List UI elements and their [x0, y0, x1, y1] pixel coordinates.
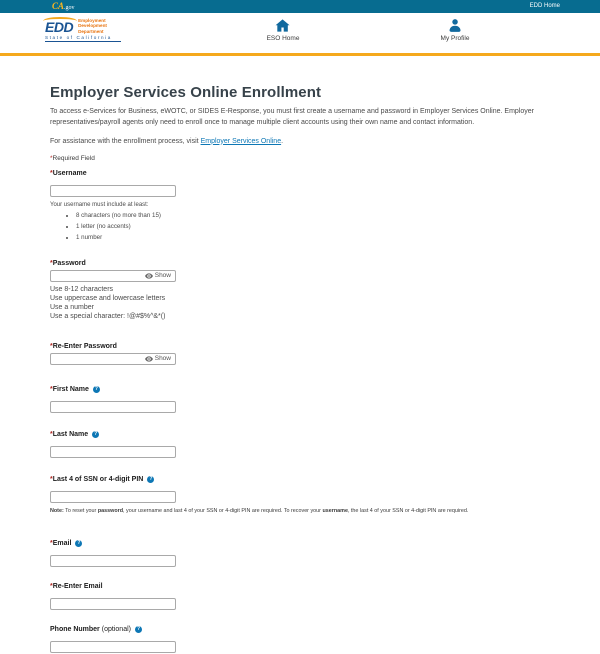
- required-marker: *: [50, 154, 53, 162]
- username-requirement-item: • 8 characters (no more than 15): [76, 212, 550, 219]
- last-name-input[interactable]: [50, 446, 176, 458]
- eye-icon: [145, 273, 153, 279]
- reenter-password-input-group: [50, 353, 176, 365]
- username-requirement-item: • 1 letter (no accents): [76, 223, 550, 230]
- password-field-group: [50, 260, 550, 322]
- intro-paragraph: To access e-Services for Business, eWOTC, or SIDES E-Response, you must first create a username and password in Employer Services Online. Employer representatives/payroll agents only need to enroll once to manage multiple client accounts using their own name and contact information.: [50, 108, 534, 126]
- ssn-pin-field-group: [50, 476, 550, 514]
- assistance-paragraph: [50, 138, 550, 145]
- required-field-note: [50, 155, 550, 162]
- main-content: [0, 59, 600, 654]
- reenter-password-show-button[interactable]: [141, 354, 175, 364]
- reenter-email-field-group: [50, 583, 550, 611]
- nav-my-profile[interactable]: [441, 19, 470, 42]
- required-note-text: Required Field: [52, 154, 95, 162]
- phone-field-group: [50, 626, 550, 654]
- password-rules: [50, 285, 550, 322]
- username-input[interactable]: [50, 185, 176, 197]
- show-button-label: Show: [154, 355, 171, 363]
- required-marker: *: [50, 259, 53, 267]
- required-marker: *: [50, 385, 53, 393]
- email-input[interactable]: [50, 555, 176, 567]
- username-hint: Your username must include at least:: [50, 201, 149, 208]
- reenter-password-field-group: [50, 343, 550, 365]
- assistance-period: .: [281, 137, 284, 145]
- phone-label: Phone Number (optional) ?: [50, 625, 141, 633]
- required-marker: *: [50, 475, 53, 483]
- show-button-label: Show: [154, 272, 171, 280]
- phone-input[interactable]: [50, 641, 176, 653]
- edd-logo[interactable]: [45, 17, 121, 42]
- first-name-label: * First Name ?: [50, 385, 98, 393]
- password-rule: Use 8-12 characters: [50, 285, 114, 293]
- home-icon: [267, 19, 300, 33]
- page-title: Employer Services Online Enrollment: [50, 84, 322, 101]
- first-name-input[interactable]: [50, 401, 176, 413]
- password-rule: Use a special character: !@#$%^&*(): [50, 313, 166, 321]
- required-marker: *: [50, 582, 53, 590]
- ca-gov-logo[interactable]: [52, 0, 75, 13]
- password-label: * Password: [50, 259, 86, 267]
- password-input[interactable]: [51, 271, 141, 281]
- nav-eso-home-label: ESO Home: [266, 35, 300, 42]
- help-icon[interactable]: ?: [94, 431, 98, 438]
- first-name-field-group: [50, 386, 550, 414]
- reenter-password-input[interactable]: [51, 354, 141, 364]
- email-field-group: [50, 540, 550, 568]
- edd-home-link[interactable]: EDD Home: [529, 3, 560, 9]
- edd-logo-words: Employment Development Department: [78, 18, 107, 34]
- password-rule: Use a number: [50, 304, 94, 312]
- ssn-pin-label: * Last 4 of SSN or 4-digit PIN ?: [50, 475, 153, 483]
- person-icon: [441, 19, 470, 33]
- site-header: [0, 13, 600, 56]
- utility-bar: [0, 0, 600, 13]
- edd-logo-acronym: EDD: [45, 17, 75, 34]
- assistance-text: For assistance with the enrollment process, visit: [50, 137, 201, 145]
- help-icon[interactable]: ?: [77, 540, 81, 547]
- help-icon[interactable]: ?: [136, 626, 141, 633]
- ca-gov-logo-suffix: .gov: [64, 5, 75, 11]
- edd-logo-swoosh: [43, 17, 77, 21]
- reenter-email-label: * Re-Enter Email: [50, 582, 103, 590]
- password-show-button[interactable]: [141, 271, 175, 281]
- required-marker: *: [50, 342, 53, 350]
- ca-gov-logo-text: CA: [52, 1, 65, 11]
- username-label: * Username: [50, 169, 87, 177]
- username-requirement-item: • 1 number: [76, 234, 550, 241]
- username-requirements-list: [50, 212, 550, 241]
- employer-services-online-link[interactable]: Employer Services Online: [200, 137, 282, 145]
- ssn-pin-note: Note: To reset your password, your username and last 4 of your SSN or 4-digit PIN are required. To recover your username, the last 4 of your SSN or 4-digit PIN are required.: [50, 507, 469, 514]
- eye-icon: [145, 356, 153, 362]
- username-field-group: [50, 170, 550, 241]
- help-icon[interactable]: ?: [149, 476, 153, 483]
- last-name-field-group: [50, 431, 550, 459]
- edd-logo-state: State of California: [45, 35, 121, 42]
- email-label: * Email ?: [50, 539, 81, 547]
- last-name-label: * Last Name ?: [50, 430, 98, 438]
- password-rule: Use uppercase and lowercase letters: [50, 294, 166, 302]
- required-marker: *: [50, 539, 53, 547]
- password-input-group: [50, 270, 176, 282]
- ssn-pin-input[interactable]: [50, 491, 176, 503]
- help-icon[interactable]: ?: [94, 386, 98, 393]
- nav-eso-home[interactable]: [267, 19, 300, 42]
- reenter-password-label: * Re-Enter Password: [50, 342, 117, 350]
- required-marker: *: [50, 169, 53, 177]
- nav-my-profile-label: My Profile: [440, 35, 470, 42]
- required-marker: *: [50, 430, 53, 438]
- phone-optional-text: (optional): [101, 625, 131, 633]
